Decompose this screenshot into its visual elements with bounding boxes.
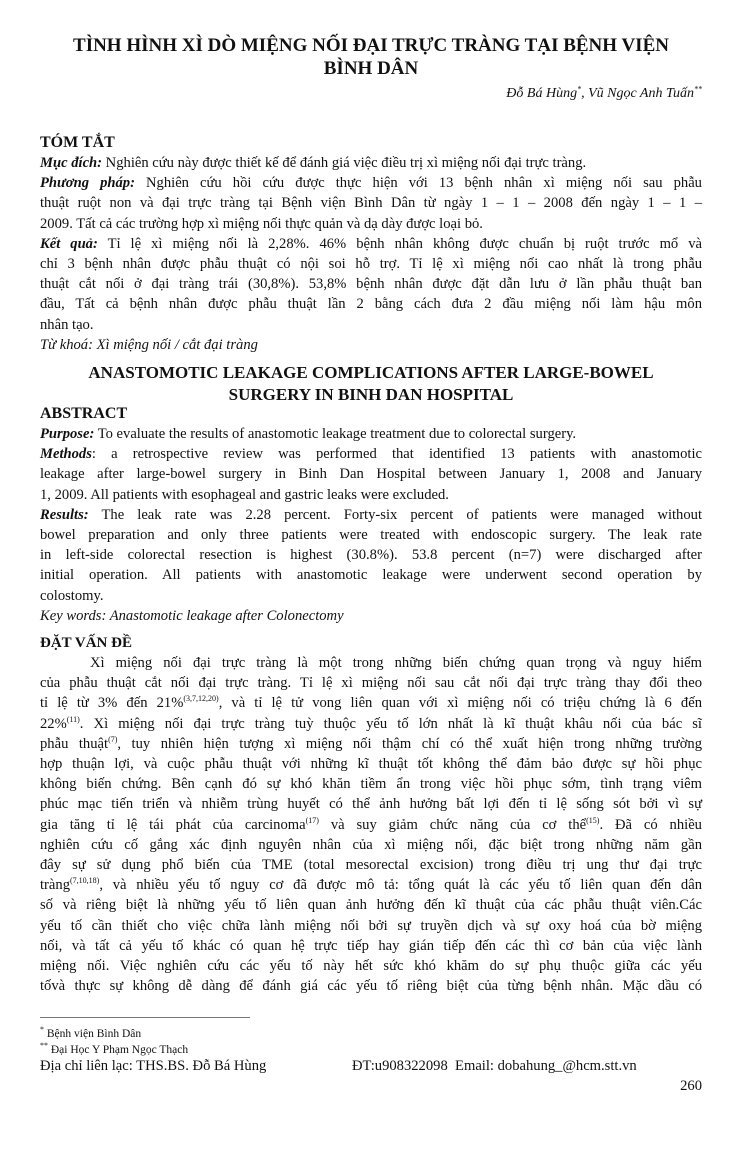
text-line <box>40 774 702 794</box>
text-segment: Nghiên cứu hồi cứu được thực hiện với 13 bệnh nhân xì miệng nối sau phẫu <box>134 175 702 192</box>
contact-phone-email <box>352 1058 637 1075</box>
text-line <box>40 586 702 606</box>
contact-email: Email: dobahung_@hcm.stt.vn <box>455 1058 637 1074</box>
text-line <box>40 855 702 875</box>
footnote-mark: ** <box>40 1041 48 1051</box>
footnotes <box>40 1026 702 1095</box>
text-segment: To evaluate the results of anastomotic leakage treatment due to colorectal surgery. <box>94 426 577 442</box>
text-segment: nhân tạo. <box>40 316 94 333</box>
text-segment: miệng nối. Việc nghiên cứu các yếu tố này hết sức khó khăm do sự phụ thuộc giữa các yếu <box>40 958 702 975</box>
footnote-mark: * <box>40 1025 44 1035</box>
text-segment: và suy giảm chức năng của cơ thể <box>318 816 587 833</box>
title-line: TÌNH HÌNH XÌ DÒ MIỆNG NỐI ĐẠI TRỰC TRÀNG TẠI BỆNH VIỆN <box>73 35 669 56</box>
text-segment: bowel preparation and only three patients were treated with endoscopic surgery. The leak rate <box>40 527 702 544</box>
text-line <box>40 153 702 173</box>
text-line <box>40 714 702 734</box>
text-segment: . Đã có nhiều <box>599 816 702 833</box>
footnote-divider <box>40 1017 250 1018</box>
text-line <box>40 505 702 525</box>
paragraph-label: Kết quả: <box>40 235 98 252</box>
text-line <box>40 976 702 996</box>
text-segment: 1, 2009. All patients with esophageal and gastric leaks were excluded. <box>40 486 449 503</box>
text-line <box>40 673 702 693</box>
text-segment: , và tỉ lệ tử vong liên quan với xì miệng nối có triệu chứng là 6 đến <box>218 695 703 712</box>
text-segment: Từ khoá: Xì miệng nối / cắt đại tràng <box>40 336 258 353</box>
footnote-2 <box>40 1042 702 1058</box>
paragraph-label: Mục đích: <box>40 155 103 171</box>
summary-vietnamese <box>40 133 702 355</box>
text-line <box>40 936 702 956</box>
title-english <box>40 362 702 406</box>
text-segment: gia tăng tỉ lệ tái phát của carcinoma <box>40 816 306 833</box>
text-line <box>40 193 702 213</box>
paragraph-label: Methods <box>40 446 92 463</box>
text-line <box>40 794 702 814</box>
contact-phone: ĐT:u908322098 <box>352 1058 448 1074</box>
footnote-text: Đại Học Y Phạm Ngọc Thạch <box>48 1044 189 1056</box>
text-segment: thuật ruột non và đại trực tràng tại Bệnh viện Bình Dân từ ngày 1 – 1 – 2008 đến ngày 1 – 1 – <box>40 195 702 212</box>
text-segment: in left-side colorectal resection is highest (30.8%). 53.8 percent (n=7) were discharged after <box>40 547 702 564</box>
text-segment: thuật cắt nối ở đại tràng trái (30,8%). 53,8% bệnh nhân được đặt dẫn lưu ở lần phẫu thuật ban <box>40 276 702 293</box>
text-line <box>40 606 702 626</box>
text-segment: , tuy nhiên hiện tượng xì miệng nối thậm chí có thể xuất hiện trong những trường <box>117 735 702 752</box>
text-line <box>40 916 702 936</box>
author-1-mark: * <box>577 84 582 94</box>
section-heading: ABSTRACT <box>40 405 128 422</box>
section-heading: TÓM TẮT <box>40 134 115 151</box>
text-line <box>40 875 702 895</box>
text-line <box>40 173 702 193</box>
text-segment: . Xì miệng nối đại trực tràng tuỳ thuộc yếu tố lớn nhất là kĩ thuật khâu nối của bác sĩ <box>79 715 702 732</box>
footnote-text: Bệnh viện Bình Dân <box>44 1028 142 1040</box>
title-vietnamese <box>40 34 702 80</box>
text-segment: đầu, Tất cả bệnh nhân được phẫu thuật lần 2 bằng cách đưa 2 đầu miệng nối làm hậu môn <box>40 296 702 313</box>
text-line <box>40 525 702 545</box>
text-line <box>40 464 702 484</box>
text-segment: nối, và tất cả yếu tố khác có quan hệ trực tiếp hay gián tiếp đến các thì cơ bản của việc lành <box>40 937 702 954</box>
text-segment: tràng <box>40 877 70 894</box>
paragraph-label: Purpose: <box>40 426 95 442</box>
text-line <box>40 424 702 444</box>
citation: (15) <box>586 815 600 825</box>
citation: (17) <box>305 815 319 825</box>
contact-address: Địa chỉ liên lạc: THS.BS. Đỗ Bá Hùng <box>40 1058 267 1074</box>
abstract-english <box>40 404 702 626</box>
authors <box>40 86 702 102</box>
paragraph-label: Results: <box>40 506 89 523</box>
text-line <box>40 274 702 294</box>
text-line <box>40 956 702 976</box>
text-segment: yếu tố cần thiết cho việc chữa lành miệng nối bởi sự truyền dịch và sự oxy hoá của bờ miệng <box>40 917 702 934</box>
citation: (11) <box>66 714 80 724</box>
title-line: SURGERY IN BINH DAN HOSPITAL <box>228 385 514 404</box>
text-line <box>40 485 702 505</box>
text-line <box>40 294 702 314</box>
text-line <box>40 565 702 585</box>
footnote-1 <box>40 1026 702 1042</box>
text-line <box>40 315 702 335</box>
text-segment: : a retrospective review was performed that identified 13 patients with anastomotic <box>91 446 702 463</box>
text-line <box>40 835 702 855</box>
text-segment: tỉ lệ từ 3% đến 21% <box>40 695 184 712</box>
paragraph-label: Phương pháp: <box>40 175 135 192</box>
text-segment: tốvà thực sự không dễ dàng để đánh giá các yếu tố riêng biệt của từng bệnh nhân. Mặc dầu có <box>40 978 702 995</box>
text-segment: colostomy. <box>40 587 104 604</box>
text-segment: phẫu thuật <box>40 735 109 752</box>
text-segment: Tỉ lệ xì miệng nối là 2,28%. 46% bệnh nhân không được chuẩn bị ruột trước mổ và <box>97 235 703 252</box>
text-line <box>40 815 702 835</box>
text-segment: chỉ 3 bệnh nhân được phẫu thuật có nội soi hỗ trợ. Tỉ lệ xì miệng nối cao nhất là trong phẫu <box>40 256 702 273</box>
text-segment: 2009. Tất cả các trường hợp xì miệng nối thực quản và dạ dày được loại bỏ. <box>40 215 483 232</box>
text-line <box>40 335 702 355</box>
abstract-body <box>40 424 702 626</box>
text-line <box>40 254 702 274</box>
text-segment: không biến chứng. Bên cạnh đó sự khó khăn tiềm ẩn trong việc hồi phục sớm, tình trạng viêm <box>40 776 702 793</box>
text-segment: Xì miệng nối đại trực tràng là một trong những biến chứng quan trọng và nguy hiểm <box>90 655 702 671</box>
title-line: ANASTOMOTIC LEAKAGE COMPLICATIONS AFTER LARGE-BOWEL <box>88 363 654 382</box>
text-line <box>40 444 702 464</box>
section-heading: ĐẶT VẤN ĐỀ <box>40 635 132 651</box>
text-segment: hợp thuận lợi, và cuộc phẫu thuật với những kĩ thuật tốt không thể đảm bảo được sự hồi phục <box>40 756 702 773</box>
text-segment: Nghiên cứu này được thiết kế để đánh giá việc điều trị xì miệng nối đại trực tràng. <box>102 155 587 171</box>
text-segment: nghiên cứu cố gắng xác định nguyên nhân của xì miệng nối, đặc biệt trong những năm gần <box>40 836 702 853</box>
text-segment: 22% <box>40 715 67 732</box>
author-1: Đỗ Bá Hùng <box>506 86 578 101</box>
summary-body <box>40 153 702 355</box>
introduction <box>40 633 702 996</box>
text-segment: Key words: Anastomotic leakage after Colonectomy <box>40 607 344 624</box>
page-number: 260 <box>680 1078 702 1094</box>
text-line <box>40 653 702 673</box>
text-line <box>40 214 702 234</box>
text-line <box>40 234 702 254</box>
text-segment: đây sự sử dụng phổ biến của TME (total mesorectal excision) trong điều trị ung thư đại trực <box>40 857 702 874</box>
text-line <box>40 545 702 565</box>
text-segment: số và riêng biệt là những yếu tố liên quan ảnh hưởng đến kĩ thuật của các phẫu thuật viên.Các <box>40 897 702 914</box>
text-segment: The leak rate was 2.28 percent. Forty-six percent of patients were managed without <box>88 506 702 523</box>
author-2: Vũ Ngọc Anh Tuấn <box>588 86 694 101</box>
contact-line <box>40 1058 702 1078</box>
text-line <box>40 693 702 713</box>
citation: (3,7,12,20) <box>183 694 219 704</box>
text-line <box>40 734 702 754</box>
citation: (7) <box>108 734 118 744</box>
text-segment: của phẫu thuật cắt nối đại trực tràng. Tỉ lệ xì miệng nối sau cắt nối đại trực tràng thay đổi theo <box>40 675 702 692</box>
author-2-mark: ** <box>694 84 702 94</box>
author-sep: , <box>581 86 589 101</box>
text-segment: phúc mạc tiến triển và nhiễm trùng huyết có thể ảnh hưởng bất lợi đến tỉ lệ sống sót bởi vì sự <box>40 796 702 813</box>
text-segment: initial operation. All patients with anastomotic leakage were underwent second operation by <box>40 567 702 584</box>
text-line <box>40 754 702 774</box>
text-segment: , và nhiều yếu tố nguy cơ đã được mô tả: tổng quát là các yếu tố liên quan đến dân <box>99 877 702 894</box>
title-line: BÌNH DÂN <box>323 58 419 79</box>
introduction-body <box>40 653 702 996</box>
text-line <box>40 895 702 915</box>
text-segment: leakage after large-bowel surgery in Binh Dan Hospital between January 1, 2008 and January <box>40 466 702 483</box>
citation: (7,10,18) <box>70 876 100 886</box>
